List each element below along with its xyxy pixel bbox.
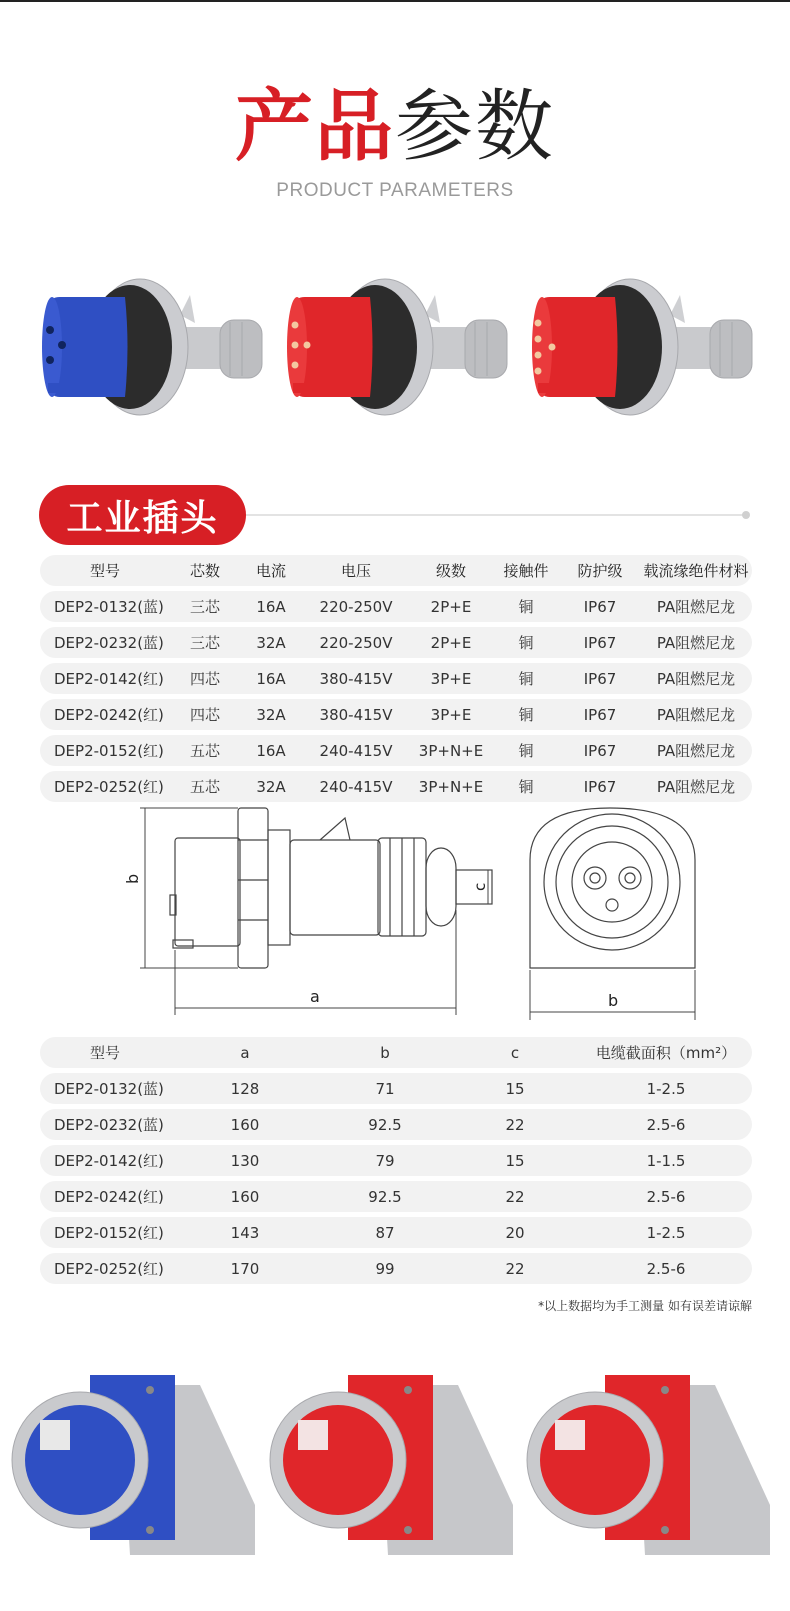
- spec-table: [40, 555, 752, 807]
- cell: PA阻燃尼龙: [656, 778, 736, 796]
- cell: 92.5: [368, 1115, 402, 1134]
- table-row: [40, 1181, 752, 1212]
- cell-model: DEP2-0132(蓝): [54, 598, 164, 616]
- cell: 16A: [256, 597, 286, 616]
- cell: 71: [375, 1079, 395, 1098]
- dim-label-a: a: [310, 987, 320, 1006]
- table-row: [40, 663, 752, 694]
- cell: PA阻燃尼龙: [656, 598, 736, 616]
- header-cell: 芯数: [189, 562, 220, 580]
- table-row: [40, 771, 752, 802]
- cell: 160: [230, 1187, 260, 1206]
- cell: 87: [375, 1223, 395, 1242]
- cell: 3P+N+E: [418, 741, 484, 760]
- page-subtitle: PRODUCT PARAMETERS: [276, 180, 514, 201]
- cell: 铜: [518, 670, 534, 688]
- cell-model: DEP2-0232(蓝): [54, 1116, 164, 1134]
- cell: 20: [505, 1223, 525, 1242]
- cell: 32A: [256, 705, 286, 724]
- cell: 220-250V: [319, 597, 393, 616]
- cell: 240-415V: [319, 777, 393, 796]
- cell: 15: [505, 1151, 525, 1170]
- cell: 22: [505, 1187, 525, 1206]
- cell: 170: [230, 1259, 260, 1278]
- header-cell: 型号: [89, 562, 120, 580]
- cell: 92.5: [368, 1187, 402, 1206]
- cell: 380-415V: [319, 669, 393, 688]
- cell: 2P+E: [430, 597, 472, 616]
- section-divider: [246, 514, 746, 516]
- cell: 3P+E: [430, 705, 472, 724]
- cell: IP67: [583, 669, 617, 688]
- table-row: [40, 735, 752, 766]
- header-cell: 型号: [89, 1044, 120, 1062]
- cell-model: DEP2-0242(红): [54, 1188, 164, 1206]
- table-row: [40, 1145, 752, 1176]
- cell: 380-415V: [319, 705, 393, 724]
- plug-gallery: [30, 275, 760, 425]
- cell: IP67: [583, 633, 617, 652]
- cell: 3P+N+E: [418, 777, 484, 796]
- section-title-badge: 工业插头: [39, 485, 246, 545]
- table-row: [40, 1073, 752, 1104]
- cell: 22: [505, 1115, 525, 1134]
- cell: 四芯: [189, 670, 220, 688]
- cell: IP67: [583, 705, 617, 724]
- socket-gallery: [10, 1365, 780, 1560]
- cell: 143: [230, 1223, 260, 1242]
- table-row: [40, 591, 752, 622]
- cell: 2.5-6: [646, 1187, 686, 1206]
- side-view-drawing: [170, 808, 492, 968]
- measurement-note: *以上数据均为手工测量 如有误差请谅解: [538, 1299, 752, 1313]
- cell: 1-2.5: [646, 1223, 686, 1242]
- title-dark-part: 参数: [395, 82, 556, 172]
- cell: IP67: [583, 777, 617, 796]
- cell-model: DEP2-0152(红): [54, 742, 164, 760]
- cell: 1-1.5: [646, 1151, 686, 1170]
- cell: 铜: [518, 706, 534, 724]
- cell: 2.5-6: [646, 1259, 686, 1278]
- header-cell: 电缆截面积（mm²）: [595, 1044, 737, 1062]
- cell: 五芯: [189, 778, 220, 796]
- page-title: [0, 82, 790, 172]
- side-view-dimension-lines: [140, 808, 488, 1015]
- cell: IP67: [583, 741, 617, 760]
- cell: 铜: [518, 742, 534, 760]
- cell: 16A: [256, 669, 286, 688]
- red-socket-image-right: [525, 1365, 780, 1560]
- cell-model: DEP2-0232(蓝): [54, 634, 164, 652]
- cell: 三芯: [189, 634, 220, 652]
- cell: 32A: [256, 777, 286, 796]
- header-cell: a: [240, 1043, 250, 1062]
- cell: 22: [505, 1259, 525, 1278]
- cell: 3P+E: [430, 669, 472, 688]
- cell: 三芯: [189, 598, 220, 616]
- table-row: [40, 1217, 752, 1248]
- cell: PA阻燃尼龙: [656, 742, 736, 760]
- dimension-table-header: [40, 1037, 752, 1068]
- dim-label-b-side: b: [123, 873, 142, 884]
- cell: 四芯: [189, 706, 220, 724]
- header-cell: 电流: [255, 562, 286, 580]
- cell-model: DEP2-0142(红): [54, 670, 164, 688]
- spec-table-header: [40, 555, 752, 586]
- section-divider-dot: [742, 511, 750, 519]
- dim-label-b-front: b: [608, 991, 619, 1010]
- header-cell: 防护级: [577, 562, 623, 580]
- dim-label-c: c: [471, 882, 489, 891]
- cell: 铜: [518, 778, 534, 796]
- cell-model: DEP2-0142(红): [54, 1152, 164, 1170]
- cell: 15: [505, 1079, 525, 1098]
- top-border: [0, 0, 790, 2]
- cell: 2.5-6: [646, 1115, 686, 1134]
- cell: 130: [230, 1151, 260, 1170]
- cell-model: DEP2-0132(蓝): [54, 1080, 164, 1098]
- red-socket-image-left: [268, 1365, 523, 1560]
- dimension-table: [40, 1037, 752, 1289]
- cell: 99: [375, 1259, 395, 1278]
- header-cell: 电压: [340, 562, 371, 580]
- cell: 1-2.5: [646, 1079, 686, 1098]
- title-red-part: 产品: [234, 82, 395, 172]
- cell: 2P+E: [430, 633, 472, 652]
- blue-plug-image: [30, 275, 270, 425]
- table-row: [40, 1253, 752, 1284]
- blue-socket-image: [10, 1365, 265, 1560]
- table-row: [40, 627, 752, 658]
- cell: 铜: [518, 598, 534, 616]
- header-cell: c: [510, 1043, 520, 1062]
- cell: 五芯: [189, 742, 220, 760]
- table-row: [40, 699, 752, 730]
- dimension-diagram: [120, 800, 730, 1030]
- cell: PA阻燃尼龙: [656, 706, 736, 724]
- cell: 160: [230, 1115, 260, 1134]
- cell-model: DEP2-0242(红): [54, 706, 164, 724]
- cell: 79: [375, 1151, 395, 1170]
- cell: 16A: [256, 741, 286, 760]
- cell: PA阻燃尼龙: [656, 670, 736, 688]
- cell: PA阻燃尼龙: [656, 634, 736, 652]
- cell: 220-250V: [319, 633, 393, 652]
- cell-model: DEP2-0252(红): [54, 778, 164, 796]
- cell: 240-415V: [319, 741, 393, 760]
- header-cell: 载流缘绝件材料: [643, 562, 749, 580]
- cell: 32A: [256, 633, 286, 652]
- cell: IP67: [583, 597, 617, 616]
- cell-model: DEP2-0252(红): [54, 1260, 164, 1278]
- red-plug-image-5pin: [520, 275, 760, 425]
- header-cell: 接触件: [503, 562, 549, 580]
- front-view-drawing: [530, 808, 695, 968]
- cell: 铜: [518, 634, 534, 652]
- table-row: [40, 1109, 752, 1140]
- cell: 128: [230, 1079, 260, 1098]
- header-cell: 级数: [435, 562, 466, 580]
- cell-model: DEP2-0152(红): [54, 1224, 164, 1242]
- header-cell: b: [380, 1043, 390, 1062]
- red-plug-image-4pin: [275, 275, 515, 425]
